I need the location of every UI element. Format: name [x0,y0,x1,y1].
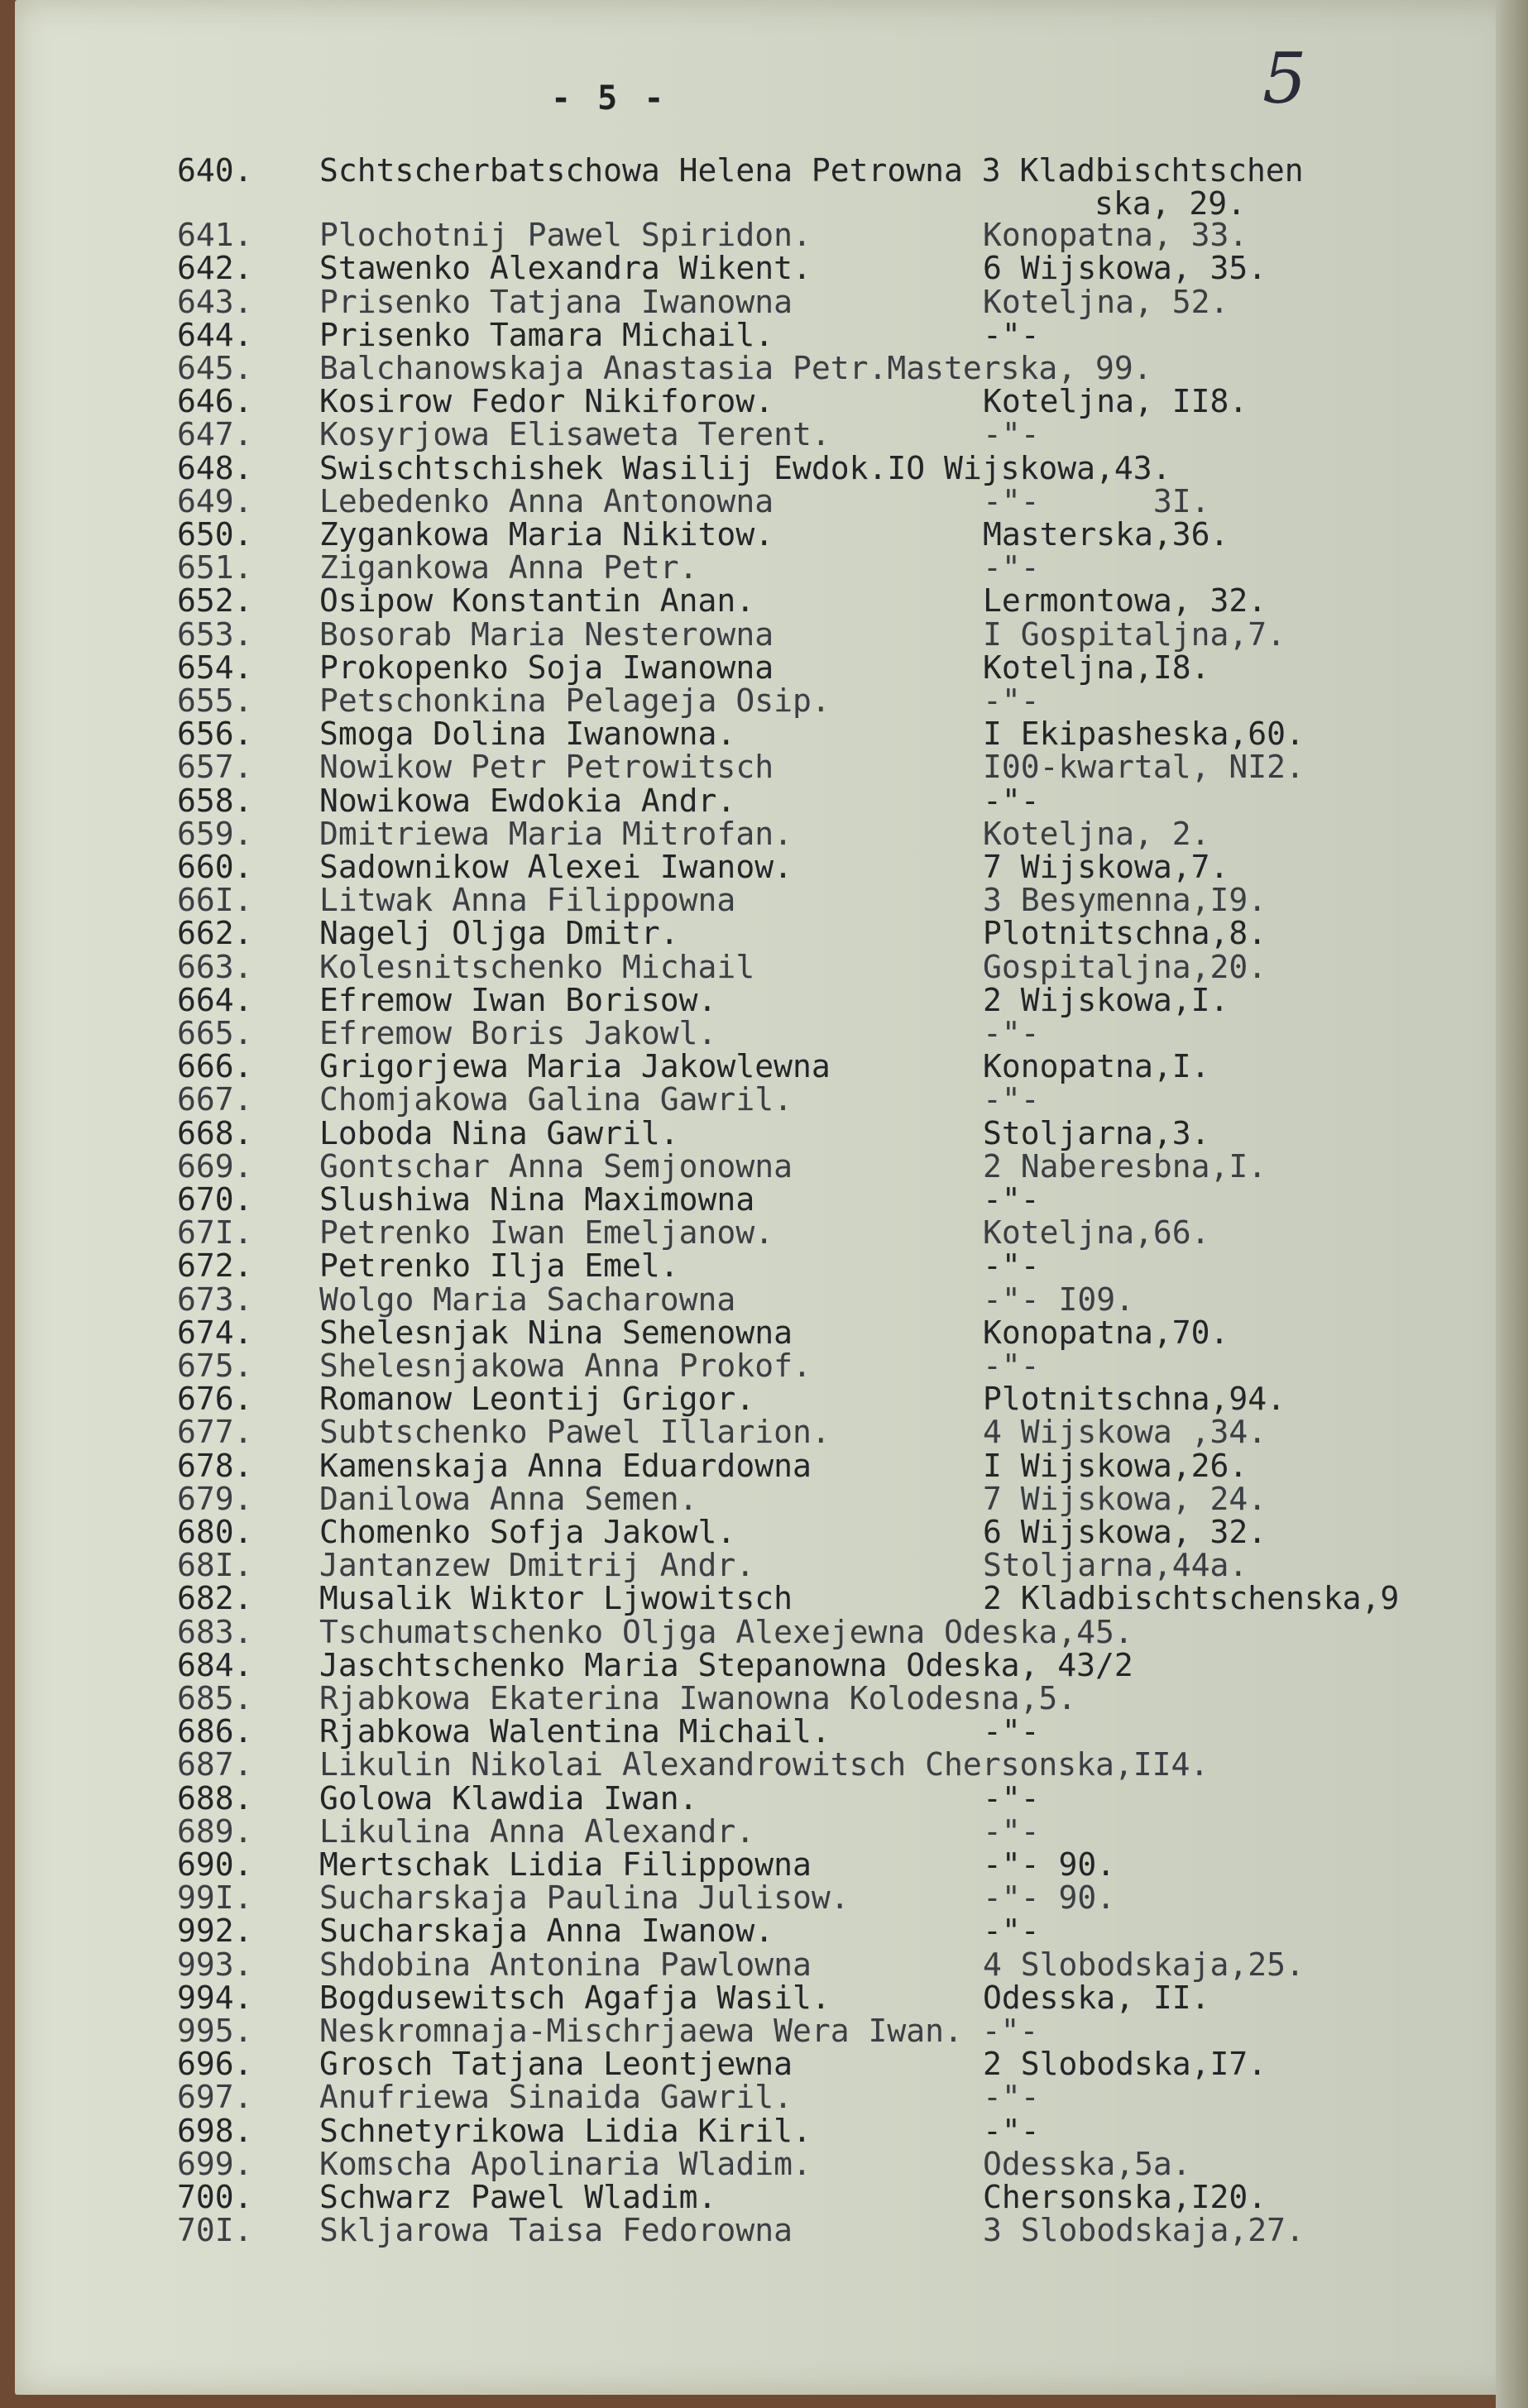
entry-number: 640. [177,152,253,189]
entry-number: 642. [177,250,253,287]
list-item [15,482,1516,519]
list-item [15,917,1516,950]
list-item [15,1948,1516,1981]
entry-number: 995. [177,2013,253,2049]
entry-name: Kamenskaja Anna Eduardowna [319,1447,812,1484]
entry-address: -"- 90. [983,1846,1116,1883]
entry-address: 4 Wijskowa ,34. [983,1414,1267,1451]
entry-address: 6 Wijskowa, 35. [983,250,1267,287]
entry-address: Koteljna, 52. [983,283,1229,320]
list-item [15,2214,1516,2247]
list-item [15,318,1516,352]
entry-number: 653. [177,615,253,653]
entry-number: 650. [177,516,253,553]
entry-name: Mertschak Lidia Filippowna [319,1846,812,1883]
entry-name: Kosyrjowa Elisaweta Terent. [319,416,831,453]
list-item [15,518,1516,551]
list-item [15,251,1516,285]
entry-number: 70I. [177,2212,253,2249]
entry-address: 2 Wijskowa,I. [983,981,1229,1018]
entry-address: -"- [983,1713,1040,1750]
entry-name: Sucharskaja Paulina Julisow. [319,1879,850,1917]
entry-number: 688. [177,1779,253,1817]
entry-number: 651. [177,549,253,586]
entry-number: 662. [177,915,253,952]
list-item [15,651,1516,684]
entry-number: 658. [177,782,253,819]
entry-name: Subtschenko Pawel Illarion. [319,1414,831,1451]
entry-address: Konopatna,70. [983,1314,1229,1351]
entry-address: Gospitaljna,20. [983,948,1267,985]
handwritten-page-number: 5 [1262,38,1307,119]
entry-name: Sucharskaja Anna Iwanow. [319,1913,774,1950]
entry-number: 67I. [177,1214,253,1252]
list-item [15,1748,1516,1781]
list-item [15,449,1516,486]
entry-name: Schtscherbatschowa Helena Petrowna 3 Kladbischtschen [319,152,1304,189]
list-item [15,1482,1516,1515]
entry-address: -"- 90. [983,1879,1116,1917]
entry-address: Konopatna,I. [983,1048,1210,1085]
list-item [15,217,1516,254]
entry-address: -"- [983,1348,1040,1384]
entry-number: 655. [177,682,253,719]
entry-name: Anufriewa Sinaida Gawril. [319,2079,793,2116]
entry-number: 66I. [177,882,253,919]
entry-number: 677. [177,1414,253,1451]
entry-number: 660. [177,849,253,885]
list-item [15,1715,1516,1748]
entry-number: 675. [177,1348,253,1384]
document-page [15,0,1516,2395]
entry-name: Kosirow Fedor Nikiforow. [319,383,774,420]
entry-address: 3 Besymenna,I9. [983,882,1267,919]
entry-number: 697. [177,2079,253,2116]
entry-name: Nowikow Petr Petrowitsch [319,749,774,786]
entry-number: 656. [177,716,253,753]
entry-number: 680. [177,1514,253,1550]
entry-address: -"- [983,1181,1040,1218]
entry-address: 2 Slobodska,I7. [983,2046,1267,2083]
entry-name: Tschumatschenko Oljga Alexejewna Odeska,45. [319,1613,1133,1650]
entry-name: Danilowa Anna Semen. [319,1480,698,1517]
list-item [15,551,1516,584]
list-item [15,1017,1516,1050]
entry-address: Stoljarna,3. [983,1114,1210,1151]
page-edge [1496,0,1528,2408]
entry-name: Petschonkina Pelageja Osip. [319,682,831,719]
entry-address: 4 Slobodskaja,25. [983,1946,1305,1983]
entry-number: 672. [177,1247,253,1285]
entry-address: -"- [983,316,1040,353]
entry-address: Koteljna, 2. [983,815,1210,852]
list-item [15,1779,1516,1817]
entry-name: Rjabkowa Walentina Michail. [319,1713,831,1750]
entry-number: 673. [177,1281,253,1318]
list-item [15,1613,1516,1650]
entry-name: Zygankowa Maria Nikitow. [319,516,774,553]
entry-number: 678. [177,1447,253,1484]
list-item [15,2181,1516,2214]
entry-name: Loboda Nina Gawril. [319,1114,679,1151]
list-item [15,716,1516,753]
list-item [15,2147,1516,2181]
list-item [15,1879,1516,1917]
list-item [15,1848,1516,1881]
list-item [15,1414,1516,1451]
entry-name: Jaschtschenko Maria Stepanowna Odeska, 43/2 [319,1646,1133,1683]
list-item [15,981,1516,1018]
entry-address: -"- [983,1081,1040,1118]
entry-name: Sadownikow Alexei Iwanow. [319,849,793,885]
entry-number: 646. [177,383,253,420]
entry-address: Masterska,36. [983,516,1229,553]
entry-address: Chersonska,I20. [983,2179,1267,2215]
entry-name: Golowa Klawdia Iwan. [319,1779,698,1817]
entry-name: Komscha Apolinaria Wladim. [319,2145,812,2182]
entry-name: Smoga Dolina Iwanowna. [319,716,736,753]
entry-address: Odesska, II. [983,1979,1210,2016]
entry-number: 682. [177,1580,253,1617]
list-item [15,418,1516,451]
list-item [15,615,1516,653]
entry-name: Kolesnitschenko Michail [319,948,755,985]
entry-name: Gontschar Anna Semjonowna [319,1147,793,1185]
entry-number: 993. [177,1946,253,1983]
entry-number: 99I. [177,1879,253,1917]
entry-address: Koteljna,66. [983,1214,1210,1252]
list-item [15,1283,1516,1316]
entry-address: -"- I09. [983,1281,1135,1318]
entry-name: Schnetyrikowa Lidia Kiril. [319,2112,812,2149]
entry-name: Prisenko Tatjana Iwanowna [319,283,793,320]
list-item [15,684,1516,717]
entry-name: Neskromnaja-Mischrjaewa Wera Iwan. -"- [319,2013,1039,2049]
entry-number: 657. [177,749,253,786]
entry-name: Osipow Konstantin Anan. [319,582,755,620]
entry-name: Prisenko Tamara Michail. [319,316,774,353]
entry-number: 696. [177,2046,253,2083]
entry-address: -"- [983,2079,1040,2116]
entry-number: 668. [177,1114,253,1151]
entry-number: 68I. [177,1547,253,1584]
entry-number: 645. [177,350,253,386]
entry-number: 665. [177,1015,253,1051]
list-item [15,2114,1516,2147]
entry-number: 674. [177,1314,253,1351]
entry-address: Plotnitschna,8. [983,915,1267,952]
entry-address: I Gospitaljna,7. [983,615,1286,653]
entry-number: 679. [177,1480,253,1517]
list-item [15,1449,1516,1482]
entry-name: Skljarowa Taisa Fedorowna [319,2212,793,2249]
entry-number: 686. [177,1713,253,1750]
entry-name: Dmitriewa Maria Mitrofan. [319,815,793,852]
list-item [15,2014,1516,2047]
list-item [15,850,1516,883]
entry-name: Chomjakowa Galina Gawril. [319,1081,793,1118]
list-item [15,950,1516,984]
entry-number: 664. [177,981,253,1018]
entry-address: -"- [983,549,1040,586]
entry-number: 676. [177,1381,253,1418]
entry-number: 700. [177,2179,253,2215]
list-item [15,1214,1516,1252]
entry-name: Schwarz Pawel Wladim. [319,2179,717,2215]
entry-address: -"- [983,1015,1040,1051]
entry-name: Likulina Anna Alexandr. [319,1812,755,1850]
entry-name: Wolgo Maria Sacharowna [319,1281,736,1318]
list-item [15,1913,1516,1950]
entry-name: Swischtschishek Wasilij Ewdok.IO Wijskowa,43. [319,449,1171,486]
entry-address: 2 Kladbischtschenska,9 [983,1580,1400,1617]
entry-name: Chomenko Sofja Jakowl. [319,1514,736,1550]
entry-number: 683. [177,1613,253,1650]
list-item [15,1316,1516,1349]
entry-number: 654. [177,649,253,686]
list-item [15,1349,1516,1382]
entry-address: Koteljna,I8. [983,649,1210,686]
entry-name: Balchanowskaja Anastasia Petr.Masterska, 99. [319,350,1152,386]
list-item [15,1981,1516,2014]
list-item [15,154,1516,187]
entry-name: Grigorjewa Maria Jakowlewna [319,1048,831,1085]
entry-name: Nagelj Oljga Dmitr. [319,915,679,952]
entry-number: 687. [177,1746,253,1783]
entry-address: 7 Wijskowa,7. [983,849,1229,885]
entry-number: 663. [177,948,253,985]
entry-address: Koteljna, II8. [983,383,1248,420]
list-item [15,1646,1516,1683]
entry-name: Petrenko Ilja Emel. [319,1247,679,1285]
entry-number: 652. [177,582,253,620]
entry-address: -"- 3I. [983,482,1210,519]
entry-name: Slushiwa Nina Maximowna [319,1181,755,1218]
list-item [15,1381,1516,1418]
entry-name: Bosorab Maria Nesterowna [319,615,774,653]
list-item [15,1247,1516,1285]
entry-name: Grosch Tatjana Leontjewna [319,2046,793,2083]
entry-address: 6 Wijskowa, 32. [983,1514,1267,1550]
entry-number: 669. [177,1147,253,1185]
entry-address: -"- [983,1913,1040,1950]
entry-name: Shelesnjak Nina Semenowna [319,1314,793,1351]
entry-number: 698. [177,2112,253,2149]
entry-address: I00-kwartal, NI2. [983,749,1305,786]
list-item [15,784,1516,817]
entry-number: 659. [177,815,253,852]
list-item [15,883,1516,917]
entry-address: Konopatna, 33. [983,217,1248,254]
entry-number: 670. [177,1181,253,1218]
entry-number: 689. [177,1812,253,1850]
list-item [15,1183,1516,1216]
entry-number: 649. [177,482,253,519]
entry-number: 641. [177,217,253,254]
entry-name: Efremow Iwan Borisow. [319,981,717,1018]
entry-address: 3 Slobodskaja,27. [983,2212,1305,2249]
entry-name: Zigankowa Anna Petr. [319,549,698,586]
list-item [15,1050,1516,1083]
list-item [15,1582,1516,1615]
list-item [15,385,1516,418]
list-item [15,749,1516,786]
entry-name: Musalik Wiktor Ljwowitsch [319,1580,793,1617]
entry-number: 647. [177,416,253,453]
list-item [15,1812,1516,1850]
entry-number: 666. [177,1048,253,1085]
entry-address: Odesska,5a. [983,2145,1191,2182]
entry-address: -"- [983,1779,1040,1817]
entry-number: 667. [177,1081,253,1118]
list-item [15,1682,1516,1715]
list-item [15,817,1516,850]
entry-name: Likulin Nikolai Alexandrowitsch Chersonska,II4. [319,1746,1209,1783]
entry-name: Jantanzew Dmitrij Andr. [319,1547,755,1584]
list-item [15,285,1516,318]
entry-address: -"- [983,416,1040,453]
list-item [15,352,1516,385]
entry-name: Plochotnij Pawel Spiridon. [319,217,812,254]
entry-number: 643. [177,283,253,320]
entry-number: 685. [177,1680,253,1716]
entry-address: -"- [983,1812,1040,1850]
entry-name: Rjabkowa Ekaterina Iwanowna Kolodesna,5. [319,1680,1077,1716]
entry-address: -"- [983,2112,1040,2149]
list-item [15,1515,1516,1549]
entry-address: Lermontowa, 32. [983,582,1267,620]
entry-number: 699. [177,2145,253,2182]
entry-address: -"- [983,782,1040,819]
entry-name: Prokopenko Soja Iwanowna [319,649,774,686]
address-continuation: ska, 29. [1095,185,1247,222]
list-item [15,1549,1516,1582]
entry-address: 7 Wijskowa, 24. [983,1480,1267,1517]
entry-number: 648. [177,449,253,486]
entry-name: Nowikowa Ewdokia Andr. [319,782,736,819]
entry-address: -"- [983,1247,1040,1285]
entry-name: Romanow Leontij Grigor. [319,1381,755,1418]
entry-number: 684. [177,1646,253,1683]
entry-number: 992. [177,1913,253,1950]
entry-number: 994. [177,1979,253,2016]
entry-name: Petrenko Iwan Emeljanow. [319,1214,774,1252]
entry-address: -"- [983,682,1040,719]
entry-address: Stoljarna,44a. [983,1547,1248,1584]
list-item [15,2080,1516,2114]
entry-address: Plotnitschna,94. [983,1381,1286,1418]
entry-name: Shdobina Antonina Pawlowna [319,1946,812,1983]
entry-name: Shelesnjakowa Anna Prokof. [319,1348,812,1384]
entry-address: I Ekipasheska,60. [983,716,1305,753]
entry-name: Stawenko Alexandra Wikent. [319,250,812,287]
entry-name: Lebedenko Anna Antonowna [319,482,774,519]
list-item [15,582,1516,620]
entry-address: 2 Naberesbna,I. [983,1147,1267,1185]
entry-number: 690. [177,1846,253,1883]
list-item [15,1147,1516,1185]
list-item [15,1083,1516,1116]
entry-name: Bogdusewitsch Agafja Wasil. [319,1979,831,2016]
entry-number: 644. [177,316,253,353]
list-item [15,1114,1516,1151]
entry-name: Litwak Anna Filippowna [319,882,736,919]
list-item [15,2046,1516,2083]
entry-address: I Wijskowa,26. [983,1447,1248,1484]
page-number: - 5 - [551,79,668,117]
entry-name: Efremow Boris Jakowl. [319,1015,717,1051]
